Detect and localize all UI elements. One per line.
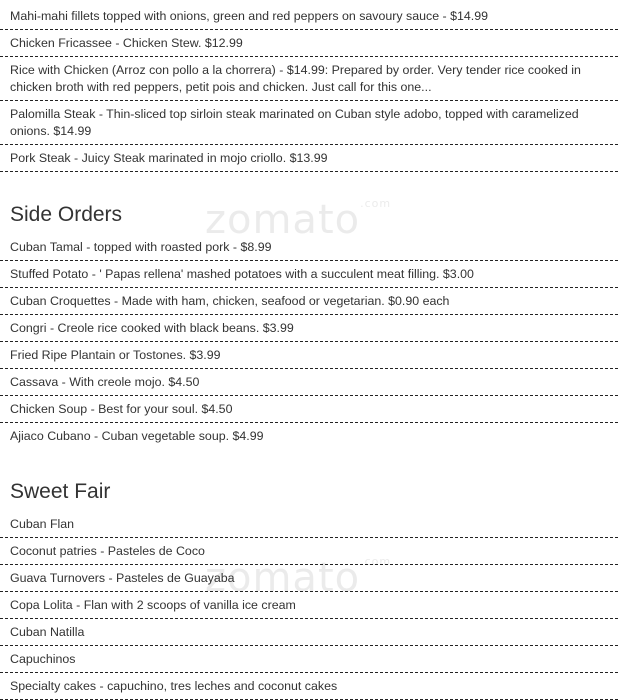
watermark-text: zomato — [205, 197, 361, 243]
menu-item: Rice with Chicken (Arroz con pollo a la chorrera) - $14.99: Prepared by order. Very tender rice cooked in chicken broth with red peppers, petit pois and chicken. Just call for this one... — [0, 57, 618, 101]
menu-item: Palomilla Steak - Thin-sliced top sirloin steak marinated on Cuban style adobo, topped with caramelized onions. $14.99 — [0, 101, 618, 145]
menu-item: Coconut patries - Pasteles de Coco — [0, 538, 618, 565]
side-orders-list — [0, 234, 618, 449]
menu-item: Mahi-mahi fillets topped with onions, green and red peppers on savoury sauce - $14.99 — [0, 0, 618, 30]
menu-item: Ajiaco Cubano - Cuban vegetable soup. $4.99 — [10, 429, 264, 443]
menu-item: Cuban Tamal - topped with roasted pork - $8.99 — [0, 234, 618, 261]
menu-item: Pork Steak - Juicy Steak marinated in mojo criollo. $13.99 — [0, 145, 618, 172]
menu-item: Chicken Fricassee - Chicken Stew. $12.99 — [0, 30, 618, 57]
main-dishes-list — [0, 0, 618, 172]
menu-item: Chicken Soup - Best for your soul. $4.50 — [0, 396, 618, 423]
menu-item: Congri - Creole rice cooked with black beans. $3.99 — [0, 315, 618, 342]
watermark-suffix: .com — [360, 555, 392, 568]
section-title-side-orders: Side Orders — [10, 203, 123, 226]
menu-item: Guava Turnovers - Pasteles de Guayaba — [0, 565, 618, 592]
menu-item: Copa Lolita - Flan with 2 scoops of vanilla ice cream — [0, 592, 618, 619]
menu-item: Capuchinos — [0, 646, 618, 673]
section-title-sweet-fair: Sweet Fair — [10, 480, 111, 503]
watermark-text: zomato — [205, 555, 361, 601]
watermark-suffix: .com — [360, 197, 392, 210]
menu-item: Fried Ripe Plantain or Tostones. $3.99 — [0, 342, 618, 369]
menu-item: Cuban Flan — [0, 511, 618, 538]
menu-item: Cuban Croquettes - Made with ham, chicken, seafood or vegetarian. $0.90 each — [0, 288, 618, 315]
menu-item: Stuffed Potato - ' Papas rellena' mashed potatoes with a succulent meat filling. $3.00 — [0, 261, 618, 288]
menu-item: Cuban Natilla — [0, 619, 618, 646]
menu-item: Cassava - With creole mojo. $4.50 — [0, 369, 618, 396]
sweet-fair-list — [0, 511, 618, 700]
menu-item: Specialty cakes - capuchino, tres leches and coconut cakes — [0, 673, 618, 700]
